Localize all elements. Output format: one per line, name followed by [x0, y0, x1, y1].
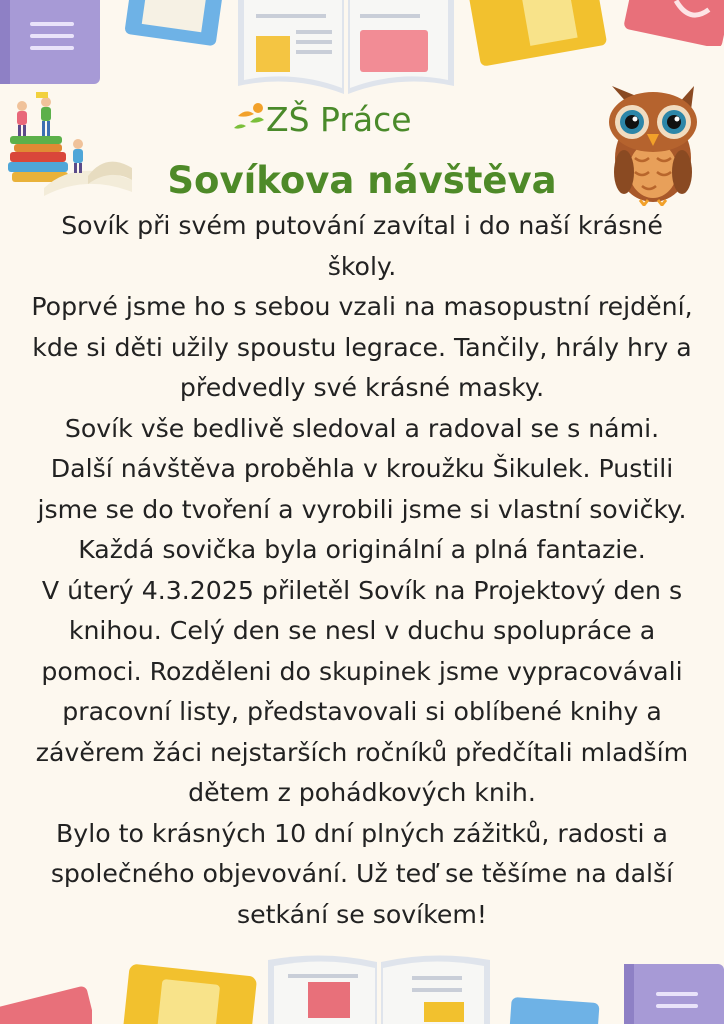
article-line: Bylo to krásných 10 dní plných zážitků, radosti a [56, 818, 668, 848]
article-line: Poprvé jsme ho s sebou vzali na masopustní rejdění, [31, 292, 693, 321]
blue-book-icon [122, 0, 224, 50]
article-line: Sovík vše bedlivě sledoval a radoval se s námi. [64, 413, 660, 443]
open-book-top-icon [232, 0, 460, 98]
article-line: předvedly své krásné masky. [179, 373, 545, 402]
article-line: jsme se do tvoření a vyrobili jsme si vlastní sovičky. [37, 494, 687, 524]
article-line: závěrem žáci nejstarších ročníků předčítali mladším [35, 737, 689, 767]
logo-mark-icon [232, 102, 266, 138]
article-body [0, 206, 724, 935]
page-title: Sovíkova návštěva [167, 159, 557, 202]
article-line: knihou. Celý den se nesl v duchu spolupráce a [68, 616, 656, 645]
article-line: Sovík při svém putování zavítal i do naší krásné [61, 211, 663, 240]
blue-book-bottom-icon [506, 996, 602, 1024]
school-name: ZŠ Práce [266, 100, 412, 139]
article-line: pomoci. Rozděleni do skupinek jsme vypracovávali [41, 656, 683, 686]
yellow-book-bottom-icon [120, 964, 260, 1024]
article-line: společného objevování. Už teď se těšíme na další [50, 859, 674, 888]
article-line: Každá sovička byla originální a plná fantazie. [78, 535, 646, 564]
article-line: Další návštěva proběhla v kroužku Šikulek. Pustili [50, 454, 674, 483]
open-book-bottom-icon [264, 952, 494, 1024]
purple-book-icon [0, 0, 104, 92]
article-line: dětem z pohádkových knih. [188, 778, 536, 807]
article-line: V úterý 4.3.2025 přiletěl Sovík na Projektový den s [41, 575, 683, 605]
article-line: pracovní listy, představovali si oblíbené knihy a [62, 697, 662, 726]
article-line: kde si děti užily spoustu legrace. Tančily, hrály hry a [32, 332, 692, 362]
school-logo [0, 100, 724, 140]
article-line: školy. [327, 251, 397, 281]
article-line: setkání se sovíkem! [237, 899, 487, 929]
purple-book-bottom-icon [622, 962, 724, 1024]
yellow-book-icon [466, 0, 612, 66]
red-book-icon [622, 0, 724, 46]
red-book-bottom-icon [0, 984, 92, 1024]
